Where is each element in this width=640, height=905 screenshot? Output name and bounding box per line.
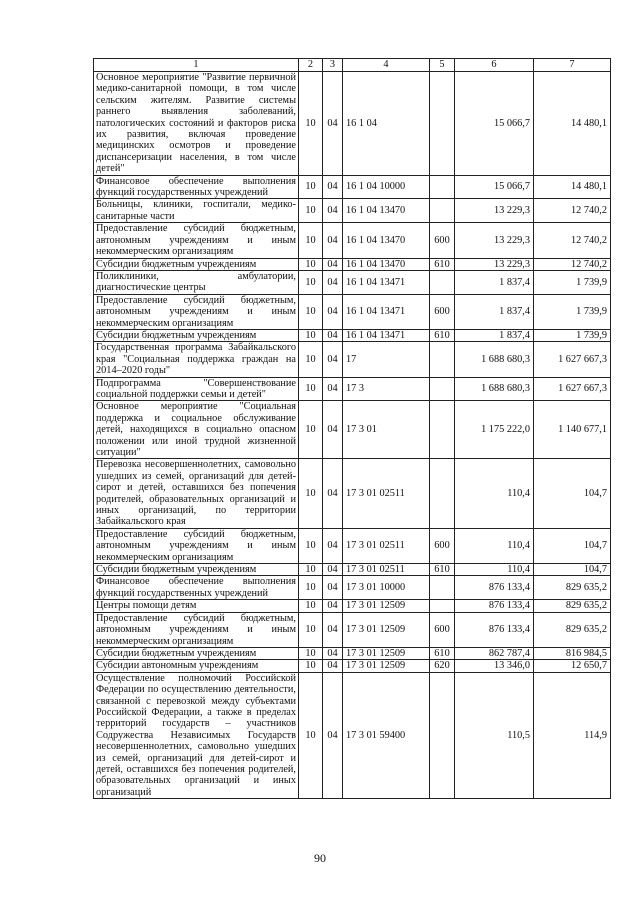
- header-col-1: 1: [94, 59, 299, 72]
- row-name-cell: Субсидии автономным учреждениям: [94, 660, 299, 672]
- amount-year2-cell: 12 740,2: [534, 199, 611, 223]
- expense-type-cell: 610: [430, 564, 455, 576]
- amount-year2-cell: 104,7: [534, 564, 611, 576]
- table-row: [94, 175, 611, 199]
- row-name-cell: Субсидии бюджетным учреждениям: [94, 258, 299, 270]
- row-name-cell: Больницы, клиники, госпитали, медико-санитарные части: [94, 199, 299, 223]
- amount-year2-cell: 12 740,2: [534, 223, 611, 258]
- table-row: [94, 528, 611, 563]
- section-code-cell: 10: [299, 564, 323, 576]
- amount-year1-cell: 110,4: [455, 564, 534, 576]
- table-row: [94, 459, 611, 528]
- expense-type-cell: [430, 199, 455, 223]
- row-name-cell: Субсидии бюджетным учреждениям: [94, 647, 299, 659]
- target-article-cell: 17 3 01 02511: [343, 564, 430, 576]
- expense-type-cell: 600: [430, 528, 455, 563]
- amount-year1-cell: 876 133,4: [455, 576, 534, 600]
- amount-year1-cell: 876 133,4: [455, 600, 534, 612]
- header-col-5: 5: [430, 59, 455, 72]
- subsection-code-cell: 04: [323, 175, 343, 199]
- header-col-3: 3: [323, 59, 343, 72]
- row-name-cell: Субсидии бюджетным учреждениям: [94, 564, 299, 576]
- section-code-cell: 10: [299, 199, 323, 223]
- amount-year2-cell: 829 635,2: [534, 612, 611, 647]
- amount-year1-cell: 15 066,7: [455, 175, 534, 199]
- section-code-cell: 10: [299, 401, 323, 459]
- target-article-cell: 17 3 01 10000: [343, 576, 430, 600]
- table-row: [94, 223, 611, 258]
- table-row: [94, 377, 611, 401]
- section-code-cell: 10: [299, 223, 323, 258]
- row-name-cell: Основное мероприятие "Развитие первичной медико-санитарной помощи, в том числе сельским жителям. Развитие системы раннего выявления заболеваний, патологических состояний и факторов риска их развития, включая проведение медицинских осмотров и проведение диспансеризации населения, в том числе детей": [94, 72, 299, 176]
- row-name-cell: Перевозка несовершеннолетних, самовольно ушедших из семей, организаций для детей-сирот и детей, оставшихся без попечения родителей, образовательных организаций и иных организаций, по территории Забайкальского края: [94, 459, 299, 528]
- subsection-code-cell: 04: [323, 647, 343, 659]
- subsection-code-cell: 04: [323, 258, 343, 270]
- table-row: [94, 270, 611, 294]
- amount-year2-cell: 1 739,9: [534, 294, 611, 329]
- expense-type-cell: 610: [430, 258, 455, 270]
- header-col-7: 7: [534, 59, 611, 72]
- target-article-cell: 16 1 04 13471: [343, 329, 430, 341]
- table-row: [94, 199, 611, 223]
- target-article-cell: 17: [343, 342, 430, 377]
- amount-year2-cell: 12 650,7: [534, 660, 611, 672]
- amount-year2-cell: 1 627 667,3: [534, 342, 611, 377]
- row-name-cell: Поликлиники, амбулатории, диагностические центры: [94, 270, 299, 294]
- table-row: [94, 576, 611, 600]
- target-article-cell: 17 3 01 59400: [343, 672, 430, 798]
- expense-type-cell: 610: [430, 329, 455, 341]
- subsection-code-cell: 04: [323, 600, 343, 612]
- expense-type-cell: [430, 270, 455, 294]
- table-row: [94, 258, 611, 270]
- section-code-cell: 10: [299, 528, 323, 563]
- section-code-cell: 10: [299, 576, 323, 600]
- expense-type-cell: [430, 672, 455, 798]
- target-article-cell: 16 1 04 13470: [343, 223, 430, 258]
- budget-table: [93, 58, 611, 799]
- expense-type-cell: 600: [430, 223, 455, 258]
- row-name-cell: Предоставление субсидий бюджетным, автономным учреждениям и иным некоммерческим организациям: [94, 612, 299, 647]
- amount-year1-cell: 13 229,3: [455, 199, 534, 223]
- row-name-cell: Подпрограмма "Совершенствование социальной поддержки семьи и детей": [94, 377, 299, 401]
- table-row: [94, 72, 611, 176]
- section-code-cell: 10: [299, 270, 323, 294]
- subsection-code-cell: 04: [323, 223, 343, 258]
- section-code-cell: 10: [299, 72, 323, 176]
- target-article-cell: 16 1 04: [343, 72, 430, 176]
- section-code-cell: 10: [299, 459, 323, 528]
- section-code-cell: 10: [299, 294, 323, 329]
- expense-type-cell: [430, 175, 455, 199]
- amount-year1-cell: 1 175 222,0: [455, 401, 534, 459]
- table-row: [94, 329, 611, 341]
- row-name-cell: Финансовое обеспечение выполнения функций государственных учреждений: [94, 576, 299, 600]
- amount-year2-cell: 829 635,2: [534, 576, 611, 600]
- section-code-cell: 10: [299, 175, 323, 199]
- expense-type-cell: [430, 377, 455, 401]
- amount-year2-cell: 104,7: [534, 528, 611, 563]
- amount-year2-cell: 104,7: [534, 459, 611, 528]
- expense-type-cell: [430, 72, 455, 176]
- amount-year1-cell: 13 229,3: [455, 258, 534, 270]
- section-code-cell: 10: [299, 612, 323, 647]
- amount-year2-cell: 14 480,1: [534, 72, 611, 176]
- target-article-cell: 17 3: [343, 377, 430, 401]
- target-article-cell: 16 1 04 13471: [343, 294, 430, 329]
- section-code-cell: 10: [299, 377, 323, 401]
- header-row: [94, 59, 611, 72]
- header-col-4: 4: [343, 59, 430, 72]
- amount-year2-cell: 1 627 667,3: [534, 377, 611, 401]
- amount-year2-cell: 1 739,9: [534, 329, 611, 341]
- row-name-cell: Осуществление полномочий Российской Федерации по осуществлению деятельности, связанной с перевозкой между субъектами Российской Федерации, а также в пределах территорий государств – участников Содружества Независимых Государств несовершеннолетних, самовольно ушедших из семей, организаций для детей-сирот и детей, оставшихся без попечения родителей, образовательных организаций и иных организаций: [94, 672, 299, 798]
- table-row: [94, 647, 611, 659]
- amount-year1-cell: 13 229,3: [455, 223, 534, 258]
- table-row: [94, 612, 611, 647]
- subsection-code-cell: 04: [323, 401, 343, 459]
- expense-type-cell: 610: [430, 647, 455, 659]
- expense-type-cell: [430, 600, 455, 612]
- amount-year1-cell: 862 787,4: [455, 647, 534, 659]
- row-name-cell: Субсидии бюджетным учреждениям: [94, 329, 299, 341]
- expense-type-cell: [430, 459, 455, 528]
- amount-year2-cell: 1 140 677,1: [534, 401, 611, 459]
- row-name-cell: Основное мероприятие "Социальная поддержка и социальное обслуживание детей, находящихся в социально опасном положении или иной трудной жизненной ситуации": [94, 401, 299, 459]
- target-article-cell: 16 1 04 10000: [343, 175, 430, 199]
- section-code-cell: 10: [299, 660, 323, 672]
- amount-year1-cell: 1 688 680,3: [455, 377, 534, 401]
- header-col-2: 2: [299, 59, 323, 72]
- page-number: 90: [314, 851, 326, 865]
- section-code-cell: 10: [299, 342, 323, 377]
- expense-type-cell: 600: [430, 612, 455, 647]
- expense-type-cell: 620: [430, 660, 455, 672]
- expense-type-cell: 600: [430, 294, 455, 329]
- section-code-cell: 10: [299, 647, 323, 659]
- subsection-code-cell: 04: [323, 612, 343, 647]
- header-col-6: 6: [455, 59, 534, 72]
- amount-year1-cell: 1 837,4: [455, 270, 534, 294]
- budget-table-sheet: [93, 58, 610, 799]
- amount-year1-cell: 1 837,4: [455, 329, 534, 341]
- subsection-code-cell: 04: [323, 199, 343, 223]
- table-row: [94, 672, 611, 798]
- section-code-cell: 10: [299, 672, 323, 798]
- target-article-cell: 17 3 01 12509: [343, 660, 430, 672]
- expense-type-cell: [430, 342, 455, 377]
- target-article-cell: 16 1 04 13470: [343, 258, 430, 270]
- table-row: [94, 564, 611, 576]
- row-name-cell: Финансовое обеспечение выполнения функций государственных учреждений: [94, 175, 299, 199]
- subsection-code-cell: 04: [323, 342, 343, 377]
- amount-year2-cell: 829 635,2: [534, 600, 611, 612]
- expense-type-cell: [430, 401, 455, 459]
- row-name-cell: Предоставление субсидий бюджетным, автономным учреждениям и иным некоммерческим организациям: [94, 528, 299, 563]
- row-name-cell: Предоставление субсидий бюджетным, автономным учреждениям и иным некоммерческим организациям: [94, 223, 299, 258]
- target-article-cell: 16 1 04 13471: [343, 270, 430, 294]
- target-article-cell: 17 3 01 02511: [343, 528, 430, 563]
- subsection-code-cell: 04: [323, 564, 343, 576]
- amount-year1-cell: 15 066,7: [455, 72, 534, 176]
- amount-year1-cell: 110,4: [455, 459, 534, 528]
- amount-year2-cell: 114,9: [534, 672, 611, 798]
- target-article-cell: 17 3 01 12509: [343, 647, 430, 659]
- subsection-code-cell: 04: [323, 270, 343, 294]
- amount-year2-cell: 1 739,9: [534, 270, 611, 294]
- expense-type-cell: [430, 576, 455, 600]
- row-name-cell: Государственная программа Забайкальского края "Социальная поддержка граждан на 2014–2020 годы": [94, 342, 299, 377]
- section-code-cell: 10: [299, 600, 323, 612]
- subsection-code-cell: 04: [323, 528, 343, 563]
- table-row: [94, 342, 611, 377]
- amount-year2-cell: 14 480,1: [534, 175, 611, 199]
- subsection-code-cell: 04: [323, 72, 343, 176]
- subsection-code-cell: 04: [323, 672, 343, 798]
- target-article-cell: 17 3 01 12509: [343, 600, 430, 612]
- section-code-cell: 10: [299, 329, 323, 341]
- subsection-code-cell: 04: [323, 576, 343, 600]
- row-name-cell: Предоставление субсидий бюджетным, автономным учреждениям и иным некоммерческим организациям: [94, 294, 299, 329]
- row-name-cell: Центры помощи детям: [94, 600, 299, 612]
- amount-year1-cell: 110,4: [455, 528, 534, 563]
- table-row: [94, 660, 611, 672]
- subsection-code-cell: 04: [323, 459, 343, 528]
- amount-year1-cell: 110,5: [455, 672, 534, 798]
- amount-year1-cell: 876 133,4: [455, 612, 534, 647]
- table-row: [94, 294, 611, 329]
- target-article-cell: 17 3 01 02511: [343, 459, 430, 528]
- target-article-cell: 17 3 01 12509: [343, 612, 430, 647]
- amount-year1-cell: 1 688 680,3: [455, 342, 534, 377]
- subsection-code-cell: 04: [323, 294, 343, 329]
- table-row: [94, 401, 611, 459]
- amount-year2-cell: 12 740,2: [534, 258, 611, 270]
- section-code-cell: 10: [299, 258, 323, 270]
- subsection-code-cell: 04: [323, 660, 343, 672]
- amount-year1-cell: 1 837,4: [455, 294, 534, 329]
- subsection-code-cell: 04: [323, 377, 343, 401]
- target-article-cell: 17 3 01: [343, 401, 430, 459]
- table-row: [94, 600, 611, 612]
- target-article-cell: 16 1 04 13470: [343, 199, 430, 223]
- amount-year1-cell: 13 346,0: [455, 660, 534, 672]
- subsection-code-cell: 04: [323, 329, 343, 341]
- table-body: [94, 59, 611, 799]
- amount-year2-cell: 816 984,5: [534, 647, 611, 659]
